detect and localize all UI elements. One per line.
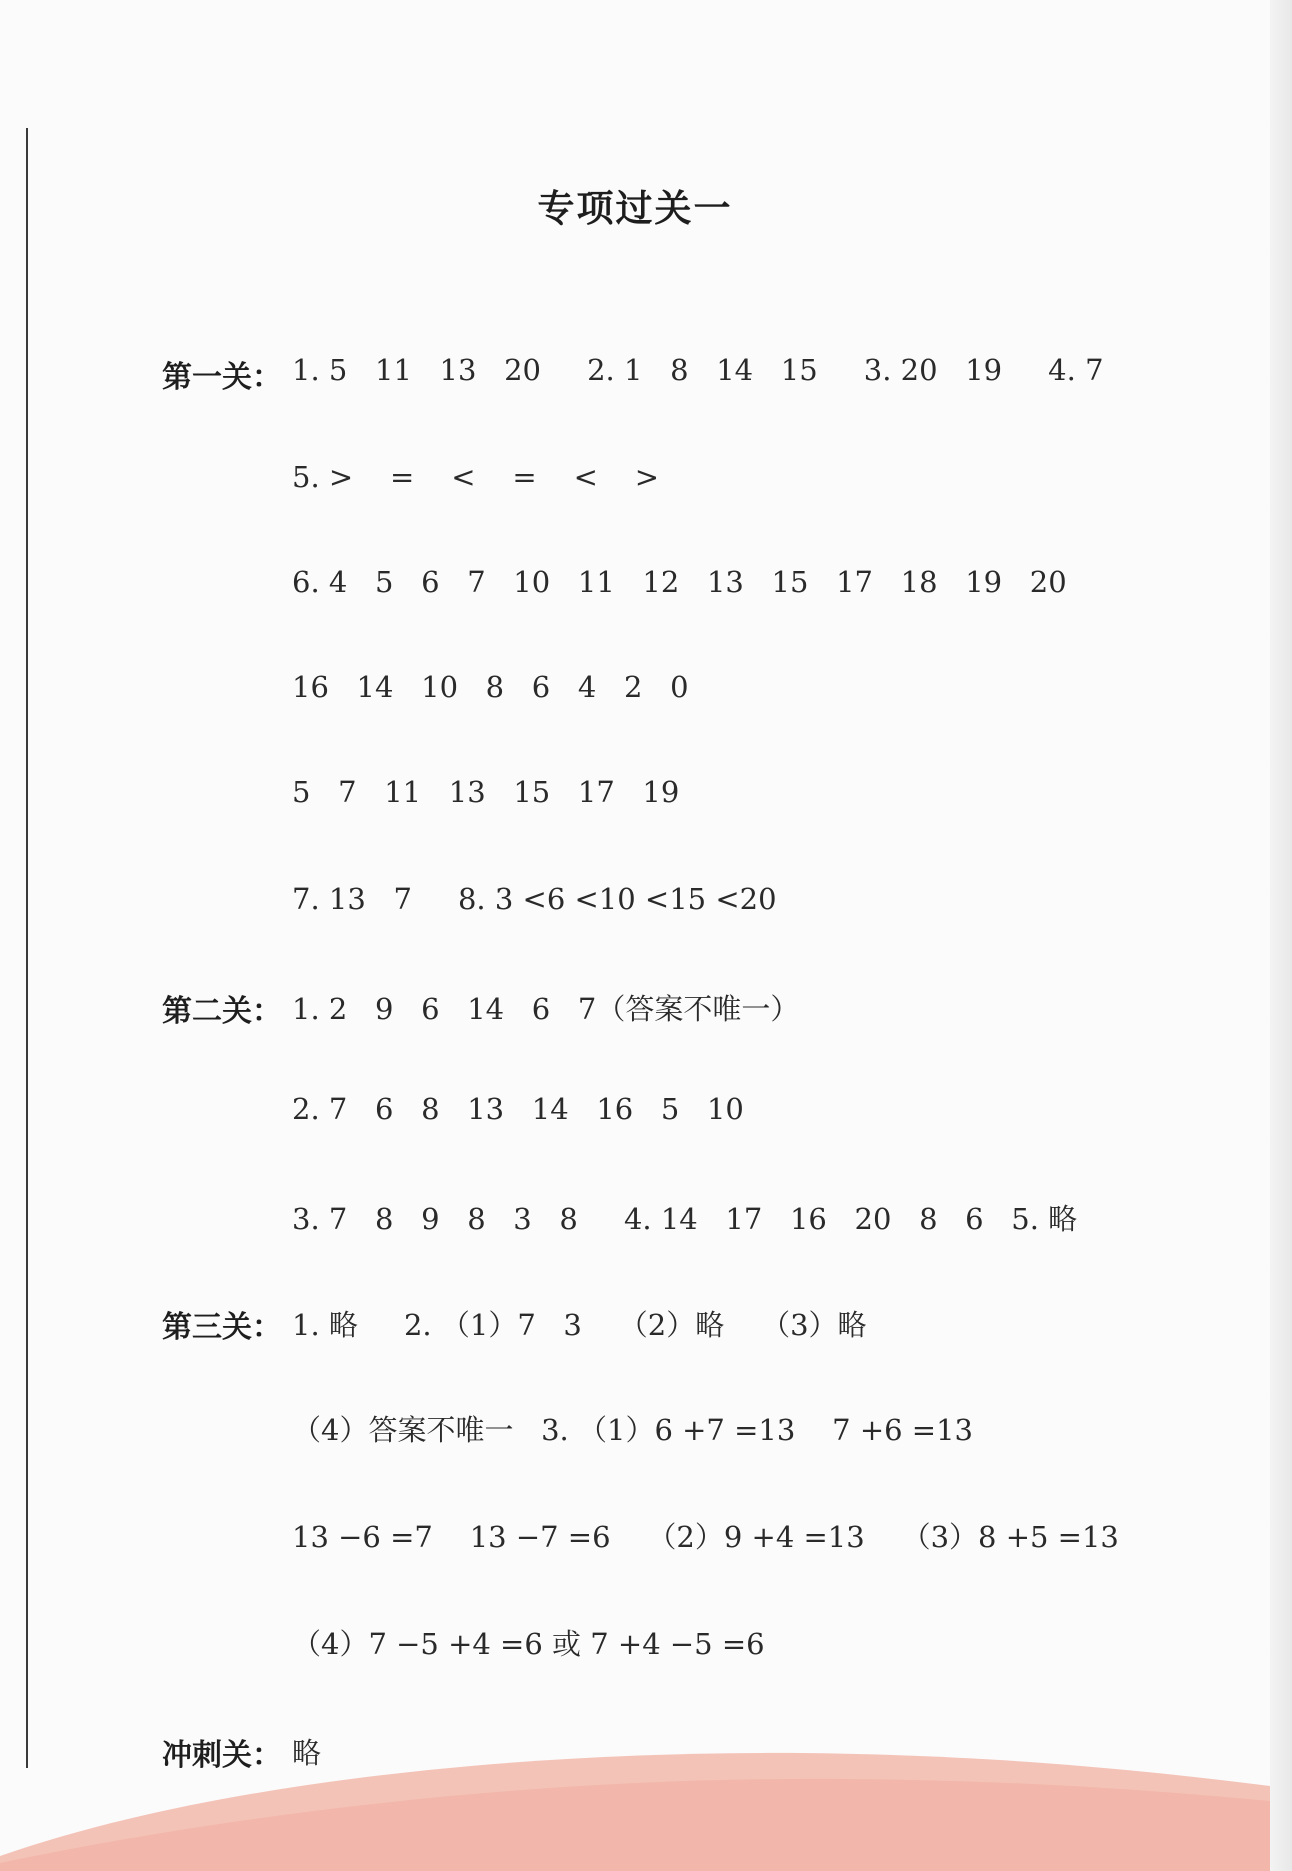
section-3-line-2: （4）答案不唯一 3. （1）6 +7 =13 7 +6 =13 xyxy=(292,1413,973,1447)
section-2-line-3: 3. 7 8 9 8 3 8 4. 14 17 16 20 8 6 5. 略 xyxy=(292,1202,1078,1236)
section-1-line-3: 6. 4 5 6 7 10 11 12 13 15 17 18 19 20 xyxy=(292,565,1067,599)
section-label-4: 冲刺关： xyxy=(162,1738,282,1773)
section-2-line-1: 1. 2 9 6 14 6 7（答案不唯一） xyxy=(292,992,800,1026)
section-1-line-4: 16 14 10 8 6 4 2 0 xyxy=(292,670,689,704)
section-1-line-6: 7. 13 7 8. 3 <6 <10 <15 <20 xyxy=(292,882,777,916)
page-edge-shadow xyxy=(1270,0,1292,1871)
section-1-line-5: 5 7 11 13 15 17 19 xyxy=(292,775,680,809)
section-label-1: 第一关： xyxy=(162,360,282,395)
binding-margin-line xyxy=(26,128,28,1768)
section-3-line-1: 1. 略 2. （1）7 3 （2）略 （3）略 xyxy=(292,1308,867,1342)
section-label-3: 第三关： xyxy=(162,1310,282,1345)
page-title: 专项过关一 xyxy=(537,187,733,230)
section-2-line-2: 2. 7 6 8 13 14 16 5 10 xyxy=(292,1092,744,1126)
section-1-line-2: 5. > = < = < > xyxy=(292,460,660,494)
decorative-bottom-band xyxy=(0,1731,1292,1871)
section-label-2: 第二关： xyxy=(162,994,282,1029)
section-4-line-1: 略 xyxy=(292,1736,322,1770)
section-3-line-4: （4）7 −5 +4 =6 或 7 +4 −5 =6 xyxy=(292,1627,765,1661)
section-1-line-1: 1. 5 11 13 20 2. 1 8 14 15 3. 20 19 4. 7 xyxy=(292,353,1104,387)
section-3-line-3: 13 −6 =7 13 −7 =6 （2）9 +4 =13 （3）8 +5 =13 xyxy=(292,1520,1119,1554)
